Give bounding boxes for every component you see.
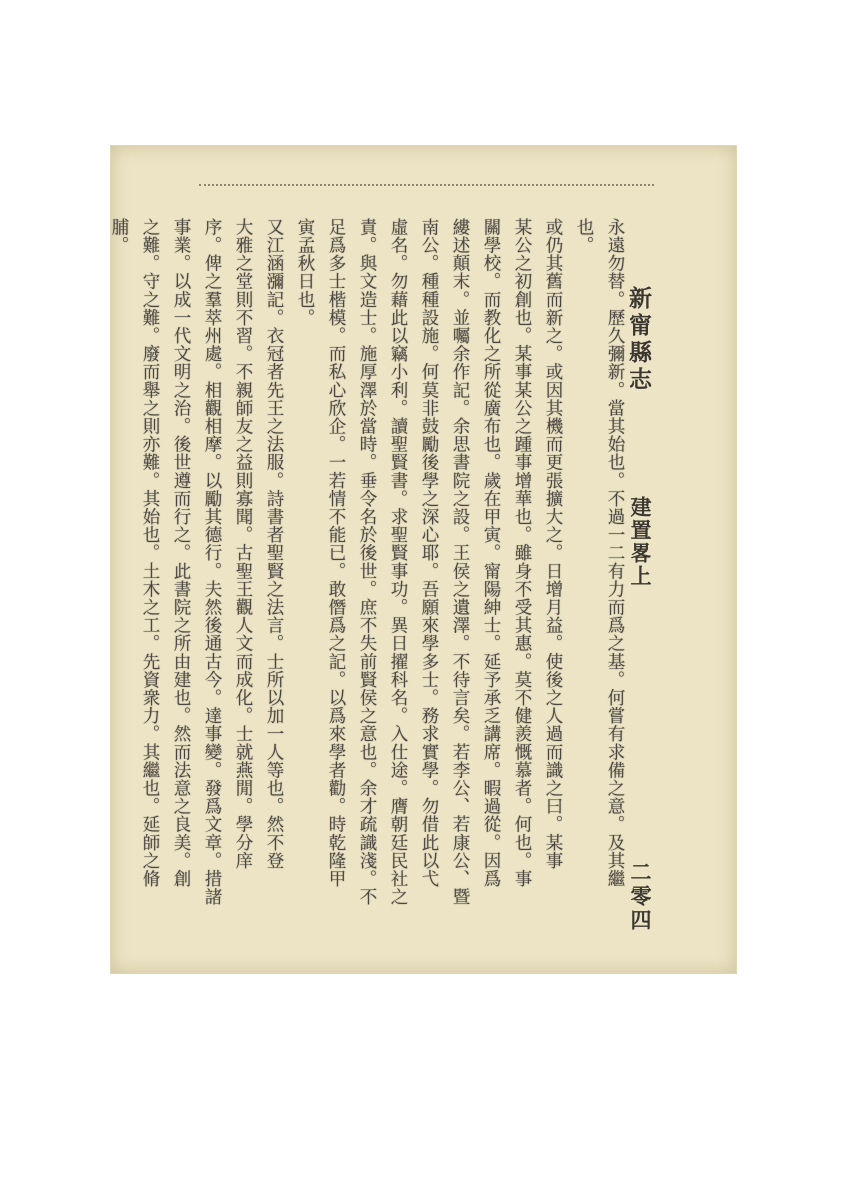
document-page <box>110 145 737 974</box>
text-column: 或仍其舊而新之。或因其機而更張擴大之。日增月益。使後之人過而識之曰。某事 <box>543 218 563 870</box>
text-column: 關學校。而教化之所從廣布也。歲在甲寅。甯陽紳士。延予承乏講席。暇過從。因爲 <box>481 218 501 888</box>
text-column: 又江涵瀰記。衣冠者先王之法服。詩書者聖賢之法言。士所以加一人等也。然不登 <box>264 218 284 870</box>
text-column: 某公之初創也。某事某公之踵事增華也。雖身不受其惠。莫不健羨慨慕者。何也。事 <box>512 218 532 888</box>
text-column: 大雅之堂則不習。不親師友之益則寡聞。古聖王觀人文而成化。士就燕閒。學分庠 <box>233 218 253 870</box>
section-title: 建置畧上 <box>628 496 652 588</box>
text-column: 永遠勿替。歷久彌新。當其始也。不過一二有力而爲之基。何嘗有求備之意。及其繼也。 <box>574 218 625 888</box>
text-column: 之難。守之難。廢而舉之則亦難。其始也。土木之工。先資衆力。其繼也。延師之脩脯。 <box>109 218 160 888</box>
text-column: 南公。種種設施。何莫非鼓勵後學之深心耶。吾願來學多士。務求實學。勿借此以弋 <box>419 218 439 888</box>
text-column: 責。與文造士。施厚澤於當時。垂令名於後世。庶不失前賢侯之意也。余才疏識淺。不 <box>357 218 377 906</box>
book-title: 新甯縣志 <box>625 286 651 394</box>
body-text <box>109 218 630 908</box>
page-number: 二零四 <box>628 861 652 933</box>
top-dotted-rule <box>199 184 654 186</box>
page-header <box>625 286 695 976</box>
text-column: 虛名。勿藉此以竊小利。讀聖賢書。求聖賢事功。異日擢科名。入仕途。膺朝廷民社之 <box>388 218 408 906</box>
text-column: 序。俾之羣萃州處。相觀相摩。以勵其德行。夫然後通古今。達事變。發爲文章。措諸 <box>202 218 222 906</box>
text-column: 縷述顛末。並囑余作記。余思書院之設。王侯之遺澤。不待言矣。若李公、若康公、暨 <box>450 218 470 906</box>
text-column: 足爲多士楷模。而私心欣企。一若情不能已。敢僭爲之記。以爲來學者勸。時乾隆甲 <box>326 218 346 888</box>
text-column: 事業。以成一代文明之治。後世遵而行之。此書院之所由建也。然而法意之良美。創 <box>171 218 191 888</box>
text-column: 寅孟秋日也。 <box>295 218 315 327</box>
